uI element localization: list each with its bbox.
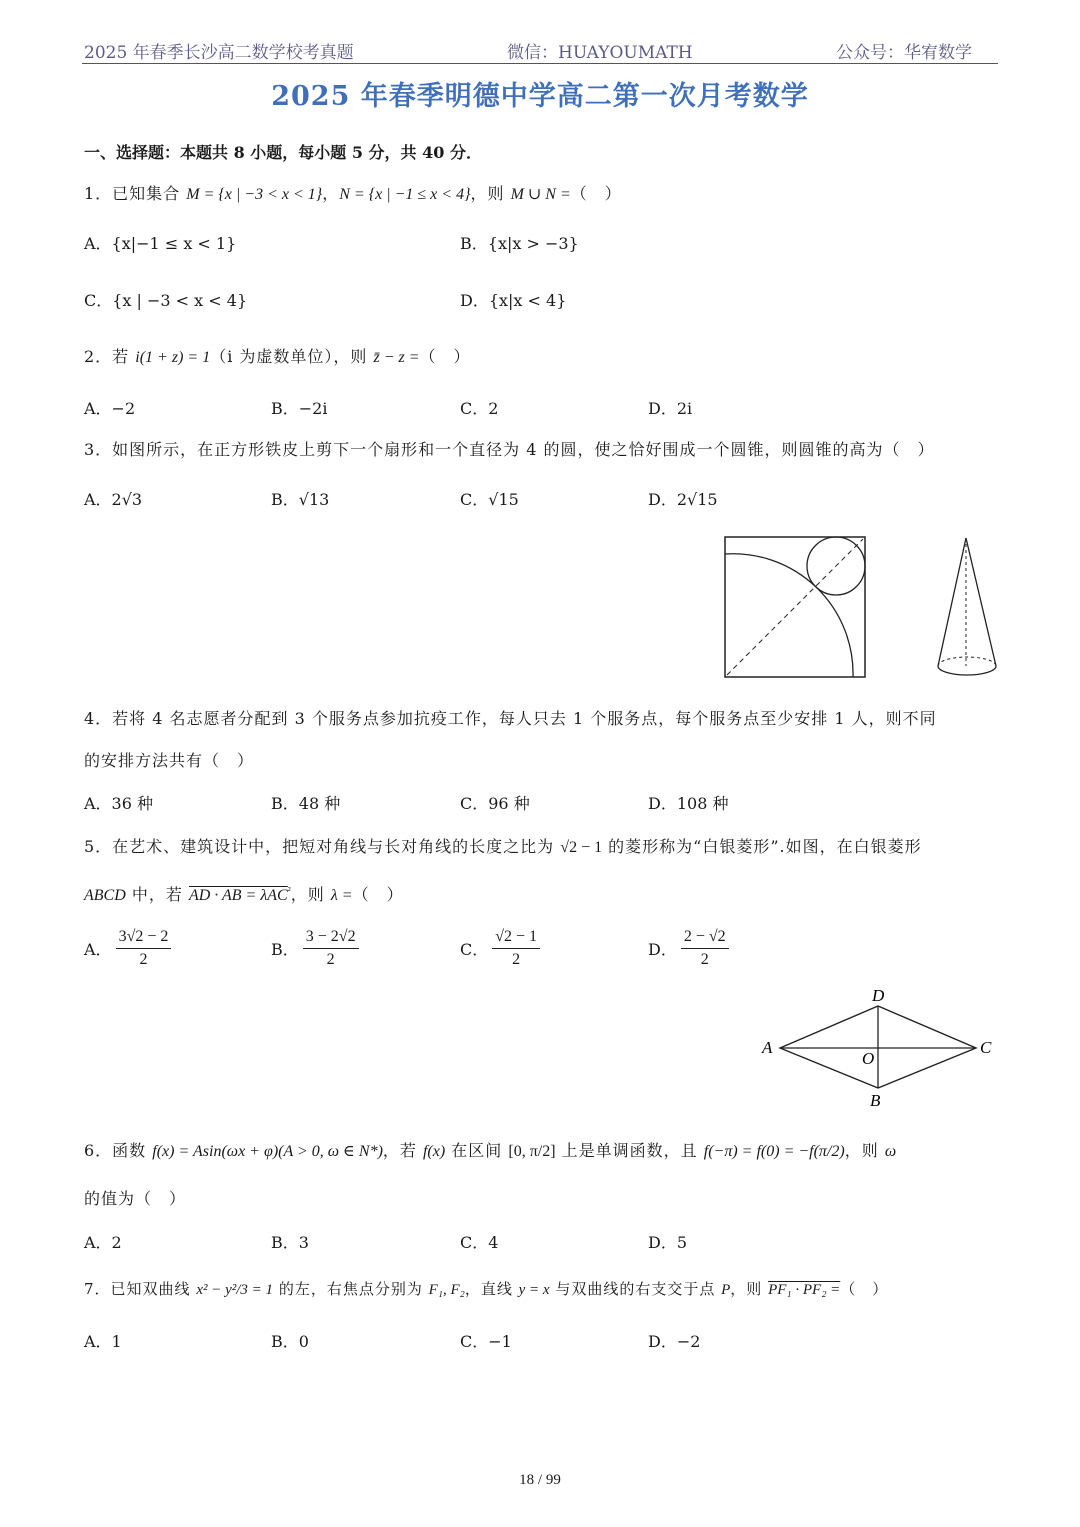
- q5-option-c: C． $\frac{√2 - 1}{2}$: [460, 926, 544, 971]
- q6-option-b: B．3: [271, 1233, 309, 1252]
- label-d: D: [872, 986, 885, 1005]
- q2-option-a: A．−2: [84, 399, 136, 418]
- q4-option-b: B．48 种: [271, 794, 341, 813]
- q7-option-b: B．0: [271, 1332, 309, 1351]
- q2-option-b: B．−2i: [271, 399, 328, 418]
- q3-option-b: B．√13: [271, 490, 330, 509]
- q5-option-b: B． $\frac{3 - 2√2}{2}$: [271, 926, 363, 971]
- header-left: 2025 年春季长沙高二数学校考真题: [84, 43, 354, 63]
- question-5-stem-line-2: ABCD 中，若 AD · AB = λAC$^{^2}$，则 λ =（ ）: [84, 885, 404, 904]
- q4-option-d: D．108 种: [648, 794, 729, 813]
- section-heading: 一、选择题：本题共 8 小题，每小题 5 分，共 40 分．: [84, 143, 482, 162]
- q6-option-d: D．5: [648, 1233, 688, 1252]
- q7-option-c: C．−1: [460, 1332, 512, 1351]
- question-4-stem-line-2: 的安排方法共有（ ）: [84, 751, 255, 770]
- q3-option-c: C．√15: [460, 490, 519, 509]
- question-2-stem: 2．若 i(1 + z) = 1（i 为虚数单位），则 z̄ − z =（ ）: [84, 347, 471, 366]
- question-1-stem: 1．已知集合 M = {x | −3 < x < 1}，N = {x | −1 ≤ x < 4}，则 M ∪ N =（ ）: [84, 184, 622, 203]
- header-center: 微信：HUAYOUMATH: [507, 43, 693, 63]
- q7-option-a: A．1: [84, 1332, 122, 1351]
- label-a: A: [762, 1038, 773, 1057]
- header-right: 公众号：华宥数学: [836, 43, 972, 63]
- q3-option-a: A．2√3: [84, 490, 143, 509]
- q6-option-a: A．2: [84, 1233, 122, 1252]
- page-number: 18 / 99: [519, 1472, 561, 1488]
- q6-option-c: C．4: [460, 1233, 499, 1252]
- cone-figure: [932, 532, 1002, 680]
- q5-option-a: A． $\frac{3√2 - 2}{2}$: [84, 926, 175, 971]
- q3-option-d: D．2√15: [648, 490, 718, 509]
- q1-option-a: A．{x|−1 ≤ x < 1}: [84, 234, 237, 253]
- q4-option-c: C．96 种: [460, 794, 530, 813]
- q2-option-c: C．2: [460, 399, 499, 418]
- label-o: O: [862, 1049, 875, 1068]
- q7-option-d: D．−2: [648, 1332, 701, 1351]
- question-7-stem: 7．已知双曲线 x² − y²/3 = 1 的左，右焦点分别为 F₁, F₂，直线 y = x 与双曲线的右支交于点 P，则 PF₁ · PF₂ =（ ）: [84, 1280, 889, 1298]
- label-c: C: [980, 1038, 992, 1057]
- question-3-stem: 3．如图所示，在正方形铁皮上剪下一个扇形和一个直径为 4 的圆，使之恰好围成一个圆锥，则圆锥的高为（ ）: [84, 440, 935, 459]
- exam-title: 2025 年春季明德中学高二第一次月考数学: [271, 81, 809, 112]
- q1-option-d: D．{x|x < 4}: [460, 291, 567, 310]
- q1-option-b: B．{x|x > −3}: [460, 234, 579, 253]
- question-4-stem-line-1: 4．若将 4 名志愿者分配到 3 个服务点参加抗疫工作，每人只去 1 个服务点，每个服务点至少安排 1 人，则不同: [84, 709, 937, 728]
- q4-option-a: A．36 种: [84, 794, 154, 813]
- question-5-stem-line-1: 5．在艺术、建筑设计中，把短对角线与长对角线的长度之比为 √2 − 1 的菱形称为“白银菱形”.如图，在白银菱形: [84, 837, 922, 856]
- label-b: B: [870, 1091, 881, 1108]
- rhombus-figure: [758, 984, 998, 1108]
- q1-option-c: C．{x | −3 < x < 4}: [84, 291, 248, 310]
- square-sector-figure: [720, 532, 870, 680]
- q5-option-d: D． $\frac{2 - √2}{2}$: [648, 926, 733, 971]
- q2-option-d: D．2i: [648, 399, 693, 418]
- question-6-stem-line-2: 的值为（ ）: [84, 1189, 187, 1208]
- question-6-stem-line-1: 6．函数 f(x) = Asin(ωx + φ)(A > 0, ω ∈ N*)，若 f(x) 在区间 [0, π/2] 上是单调函数，且 f(−π) = f(0) = −f(π/2)，则 ω: [84, 1141, 897, 1160]
- header-rule: [82, 63, 998, 64]
